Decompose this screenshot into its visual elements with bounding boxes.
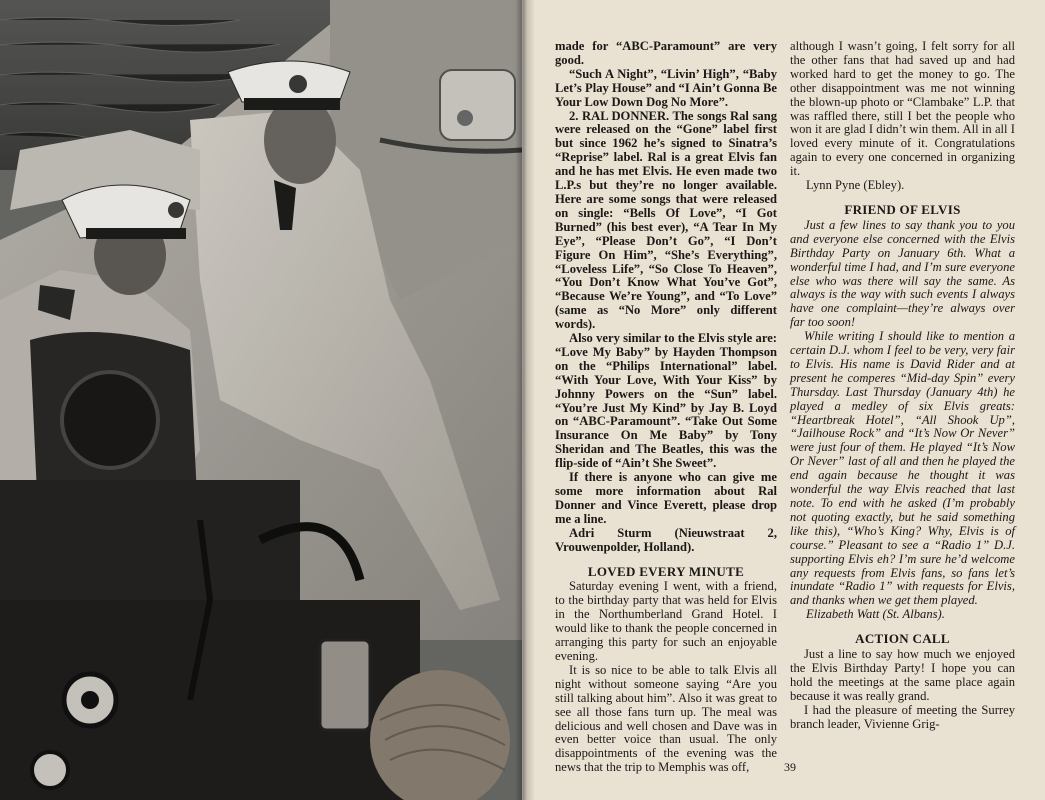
paragraph: Saturday evening I went, with a friend, to the birthday party that was held for Elvis in the Northumberland Grand Hotel. I would like to thank the people concerned in arranging this party for such an enjoyable evening. xyxy=(555,579,777,663)
text-column-1 xyxy=(555,40,777,775)
paragraph: While writing I should like to mention a certain D.J. whom I feel to be very, very fair to Elvis. His name is David Rider and at present he comperes “Mid-day Spin” every Thursday. Last Thursday (January 4th) he played a medley of six Elvis greats: “Heartbreak Hotel”, “All Shook Up”, “Jailhouse Rock” and “It’s Now Or Never” were just four of them. He played “It’s Now Or Never” last of all and then he played the end again because he thought it was wonderful the way Elvis reached that last note. To end with he asked (I’m probably not quoting exactly, but he said something like this), “Who’s King? Why, Elvis is of course.” Pleasant to see a “Radio 1” D.J. supporting Elvis eh? I’m sure he’d welcome any requests from Elvis fans, so fans let’s inundate “Radio 1” with requests for Elvis, and thanks when we get them played. xyxy=(790,329,1015,608)
page-number: 39 xyxy=(784,760,796,774)
paragraph: Just a line to say how much we enjoyed the Elvis Birthday Party! I hope you can hold the meetings at the same place again because it was really grand. xyxy=(790,647,1015,703)
paragraph: I had the pleasure of meeting the Surrey branch leader, Vivienne Grig- xyxy=(790,702,1015,731)
section-heading: FRIEND OF ELVIS xyxy=(844,201,961,217)
paragraph: made for “ABC-Paramount” are very good. xyxy=(555,39,777,67)
signature: Lynn Pyne (Ebley). xyxy=(806,178,905,193)
paragraph: although I wasn’t going, I felt sorry for all the other fans that had saved up and had worked hard to get the money to go. The other disappointment was me not winning the blown-up photo or “Clambake” L.P. that was raffled there, still I bet the people who won it are glad I didn’t win them. All in all I loved every minute of it. Congratulations again to every one concerned in organizing it. xyxy=(790,39,1015,179)
section-heading: LOVED EVERY MINUTE xyxy=(587,563,745,579)
paragraph: “Such A Night”, “Livin’ High”, “Baby Let’s Play House” and “I Ain’t Gonna Be Your Low Down Dog No More”. xyxy=(555,66,777,109)
signature: Adri Sturm (Nieuwstraat 2, Vrouwenpolder, Holland). xyxy=(555,525,777,554)
section-heading: ACTION CALL xyxy=(855,631,950,647)
paragraph: 2. RAL DONNER. The songs Ral sang were released on the “Gone” label first but since 1962 he’s signed to Sinatra’s “Reprise” label. Ral is a great Elvis fan and he has met Elvis. He even made two L.P.s but they’re no longer available. Here are some songs that were released on single: “Bells Of Love”, “I Got Burned” (his best ever), “A Tear In My Eye”, “Please Don’t Go”, “I Don’t Figure On Him”, “She’s Everything”, “Loveless Life”, “So Close To Heaven”, “You Don’t Know What You’ve Got”, “Because We’re Young”, and “To Love” (same as “No More” only different words). xyxy=(555,108,777,332)
paragraph: Also very similar to the Elvis style are: “Love My Baby” by Hayden Thompson on the “Philips International” label. “With Your Love, With Your Kiss” by Johnny Powers on the “Sun” label. “You’re Just My Kind” by Jay B. Loyd on “ABC-Paramount”. “Take Out Some Insurance On Me Baby” by Tony Sheridan and The Beatles, this was the flip-side of “Ain’t She Sweet”. xyxy=(555,331,777,471)
signature: Elizabeth Watt (St. Albans). xyxy=(806,607,945,622)
photo-navy-officers-on-boat xyxy=(0,0,522,800)
paragraph: If there is anyone who can give me some more information about Ral Donner and Vince Everett, please drop me a line. xyxy=(555,470,777,526)
paragraph: Just a few lines to say thank you to you and everyone else concerned with the Elvis Birthday Party on January 6th. What a wonderful time I had, and I’m sure everyone else who was there will say the same. As always is the way with such events I always have one complaint—they’re always over far too soon! xyxy=(790,217,1015,330)
page-gutter-shadow xyxy=(515,0,535,800)
text-column-2 xyxy=(790,40,1015,732)
paragraph: It is so nice to be able to talk Elvis all night without someone saying “Are you still talking about him”. Also it was great to see all those fans turn up. The meal was delicious and well chosen and Dave was in even better voice than usual. The only disappointments of the evening was the news that the trip to Memphis was off, xyxy=(555,662,777,775)
